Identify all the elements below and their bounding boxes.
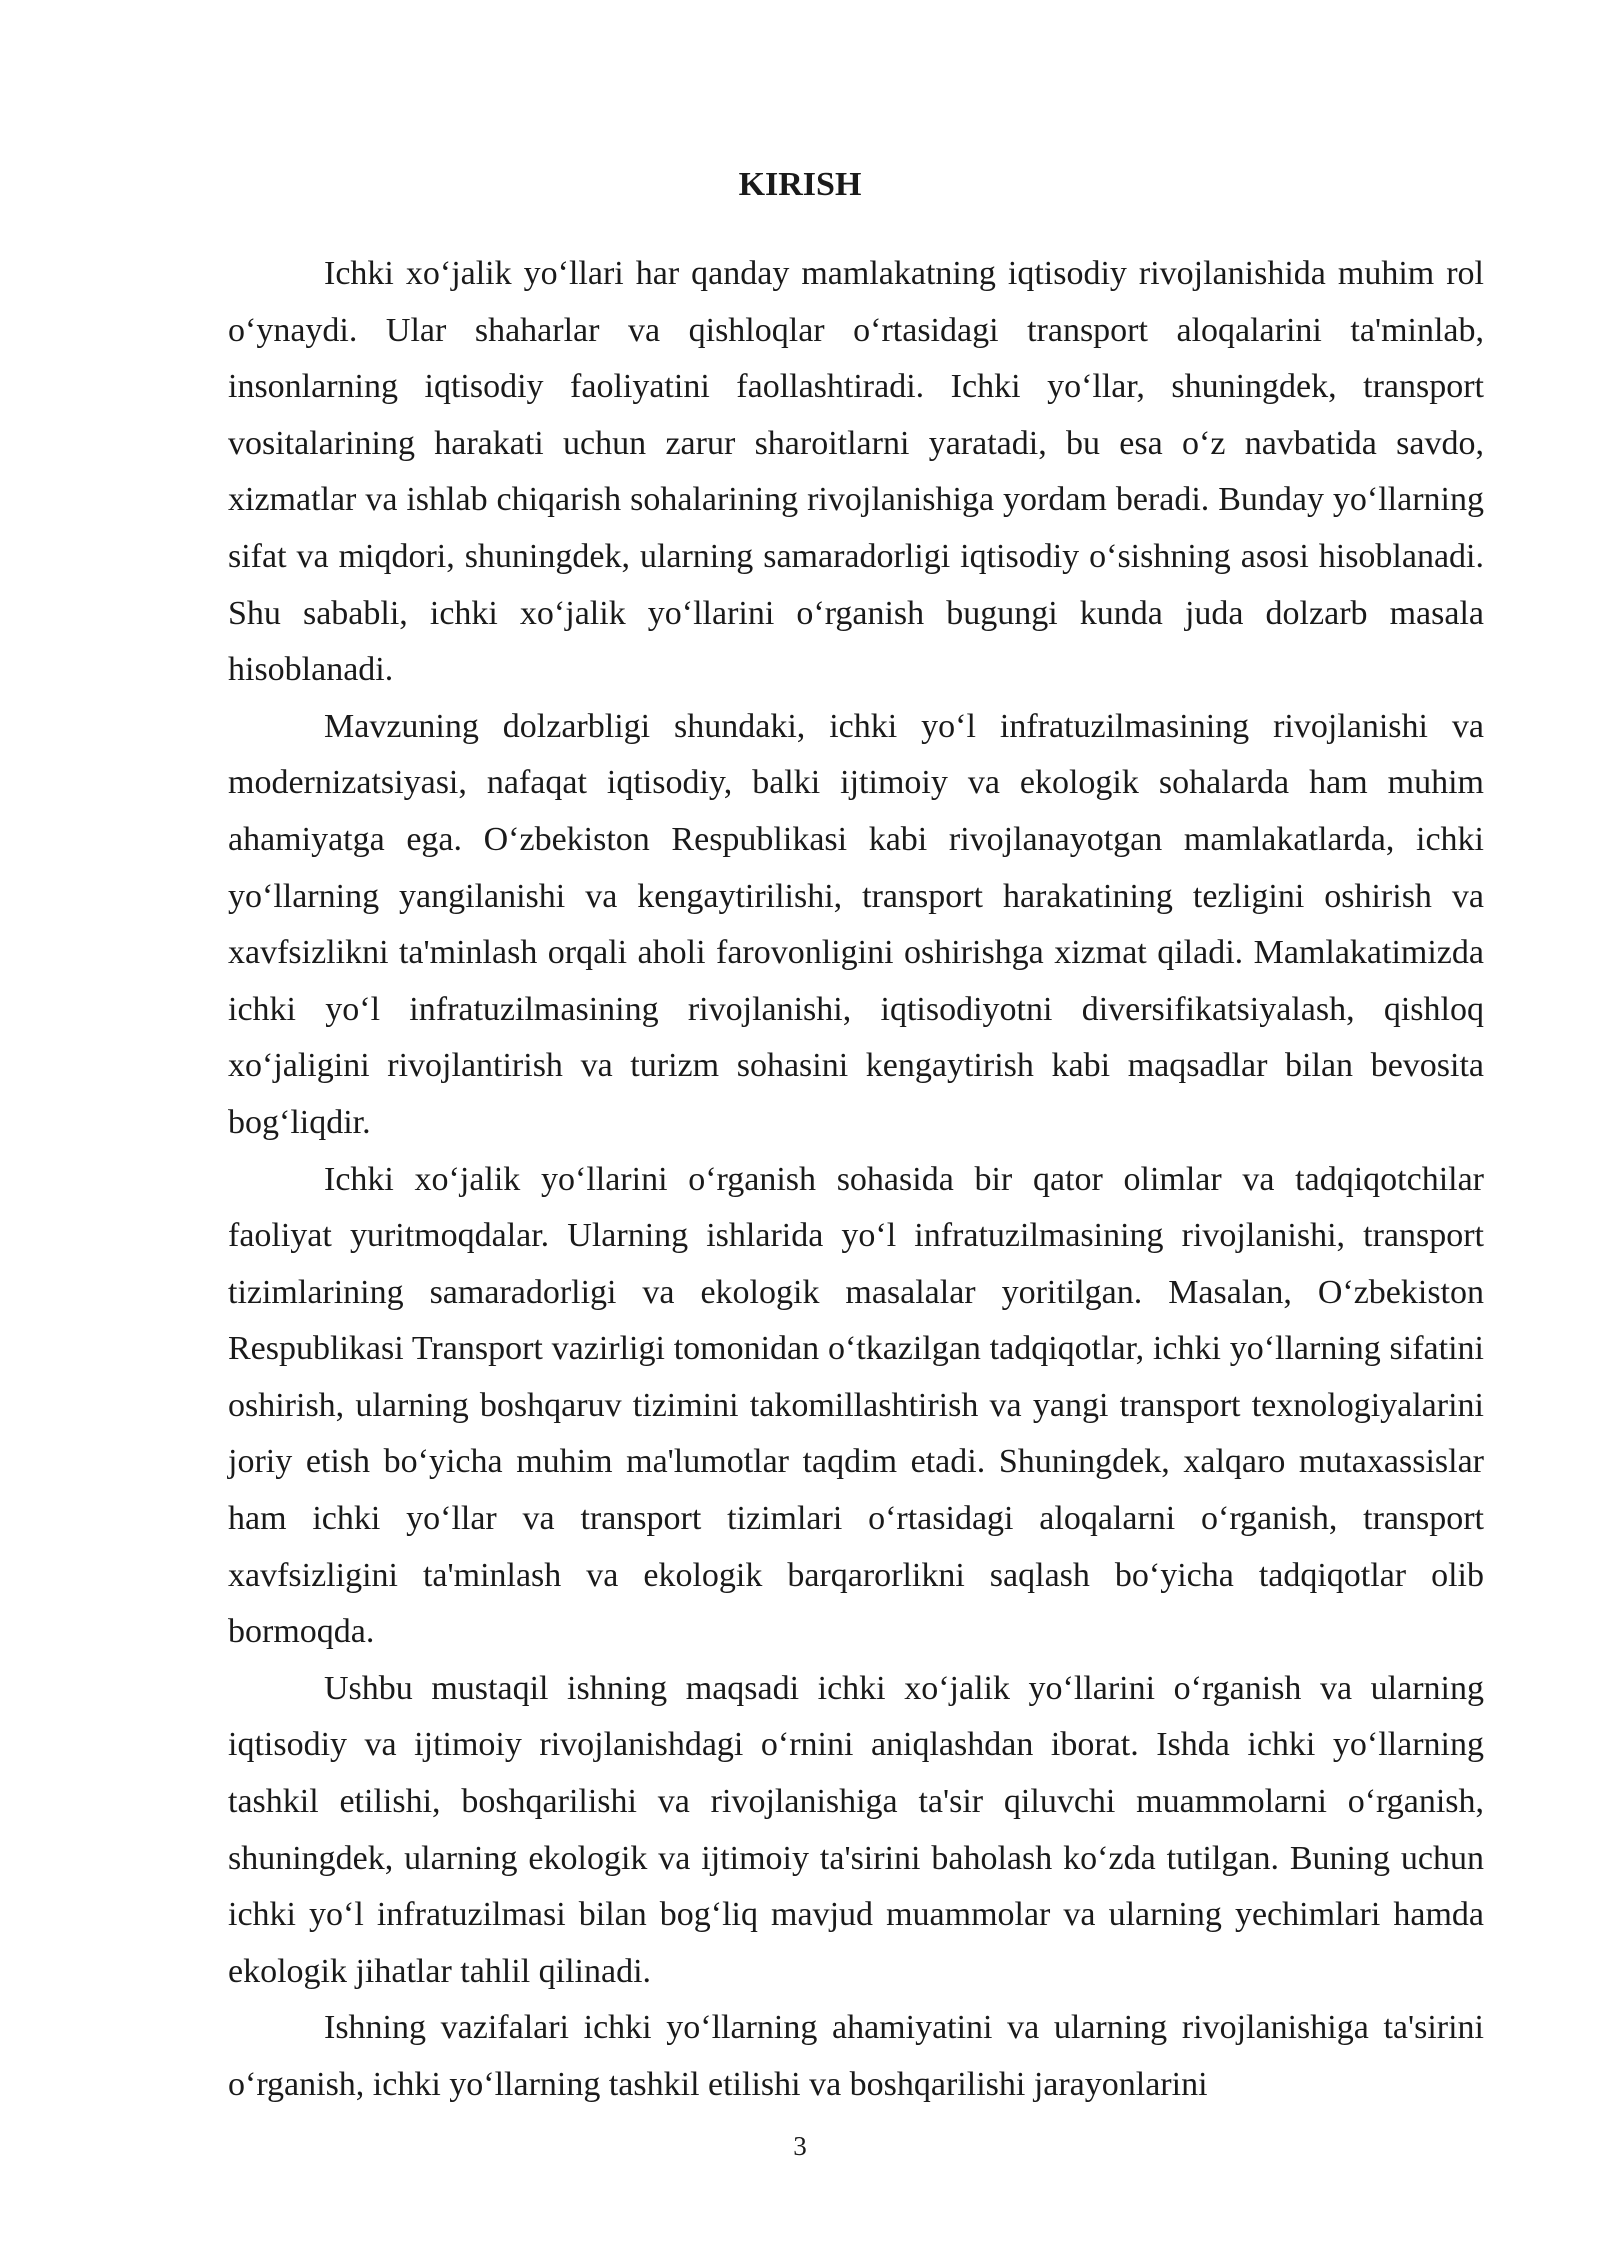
page-number: 3: [793, 2131, 807, 2161]
paragraph-4: Ushbu mustaqil ishning maqsadi ichki xo‘jalik yo‘llarini o‘rganish va ularning iqtisodiy va ijtimoiy rivojlanishdagi o‘rnini aniqlashdan iborat. Ishda ichki yo‘llarning tashkil etilishi, boshqarilishi va rivojlanishiga ta'sir qiluvchi muammolarni o‘rganish, shuningdek, ularning ekologik va ijtimoiy ta'sirini baholash ko‘zda tutilgan. Buning uchun ichki yo‘l infratuzilmasi bilan bog‘liq mavjud muammolar va ularning yechimlari hamda ekologik jihatlar tahlil qilinadi.: [228, 1669, 1484, 1990]
body-text: [228, 246, 1484, 2114]
paragraph-1: Ichki xo‘jalik yo‘llari har qanday mamlakatning iqtisodiy rivojlanishida muhim rol o‘ynaydi. Ular shaharlar va qishloqlar o‘rtasidagi transport aloqalarini ta'minlab, insonlarning iqtisodiy faoliyatini faollashtiradi. Ichki yo‘llar, shuningdek, transport vositalarining harakati uchun zarur sharoitlarni yaratadi, bu esa o‘z navbatida savdo, xizmatlar va ishlab chiqarish sohalarining rivojlanishiga yordam beradi. Bunday yo‘llarning sifat va miqdori, shuningdek, ularning samaradorligi iqtisodiy o‘sishning asosi hisoblanadi. Shu sababli, ichki xo‘jalik yo‘llarini o‘rganish bugungi kunda juda dolzarb masala hisoblanadi.: [228, 255, 1484, 689]
section-title: KIRISH: [738, 166, 862, 203]
paragraph-5: Ishning vazifalari ichki yo‘llarning ahamiyatini va ularning rivojlanishiga ta'sirini o‘rganish, ichki yo‘llarning tashkil etilishi va boshqarilishi jarayonlarini: [228, 2009, 1484, 2103]
paragraph-2: Mavzuning dolzarbligi shundaki, ichki yo‘l infratuzilmasining rivojlanishi va modernizatsiyasi, nafaqat iqtisodiy, balki ijtimoiy va ekologik sohalarda ham muhim ahamiyatga ega. O‘zbekiston Respublikasi kabi rivojlanayotgan mamlakatlarda, ichki yo‘llarning yangilanishi va kengaytirilishi, transport harakatining tezligini oshirish va xavfsizlikni ta'minlash orqali aholi farovonligini oshirishga xizmat qiladi. Mamlakatimizda ichki yo‘l infratuzilmasining rivojlanishi, iqtisodiyotni diversifikatsiyalash, qishloq xo‘jaligini rivojlantirish va turizm sohasini kengaytirish kabi maqsadlar bilan bevosita bog‘liqdir.: [228, 707, 1484, 1141]
paragraph-3: Ichki xo‘jalik yo‘llarini o‘rganish sohasida bir qator olimlar va tadqiqotchilar faoliyat yuritmoqdalar. Ularning ishlarida yo‘l infratuzilmasining rivojlanishi, transport tizimlarining samaradorligi va ekologik masalalar yoritilgan. Masalan, O‘zbekiston Respublikasi Transport vazirligi tomonidan o‘tkazilgan tadqiqotlar, ichki yo‘llarning sifatini oshirish, ularning boshqaruv tizimini takomillashtirish va yangi transport texnologiyalarini joriy etish bo‘yicha muhim ma'lumotlar taqdim etadi. Shuningdek, xalqaro mutaxassislar ham ichki yo‘llar va transport tizimlari o‘rtasidagi aloqalarni o‘rganish, transport xavfsizligini ta'minlash va ekologik barqarorlikni saqlash bo‘yicha tadqiqotlar olib bormoqda.: [228, 1160, 1484, 1651]
